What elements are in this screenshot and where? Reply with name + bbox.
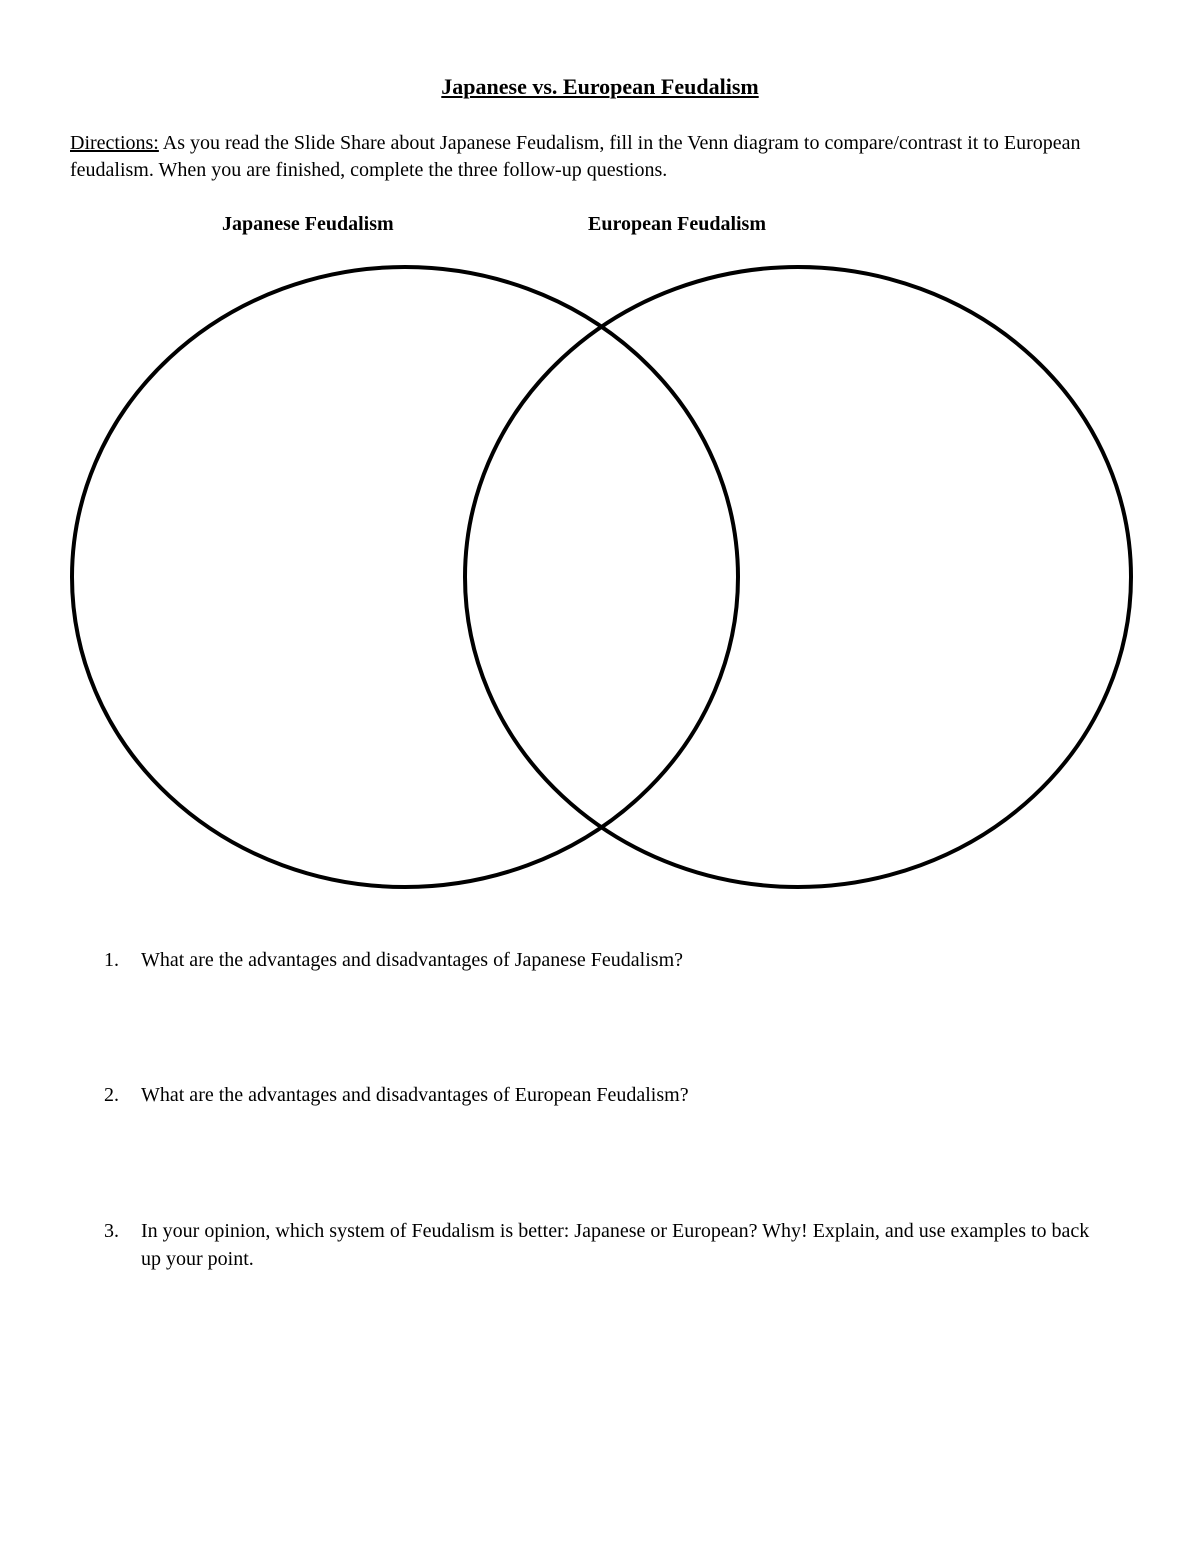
question-number: 2.	[104, 1084, 119, 1106]
venn-left-circle	[72, 267, 738, 887]
question-number: 3.	[104, 1220, 119, 1242]
venn-left-label: Japanese Feudalism	[222, 213, 394, 235]
question-number: 1.	[104, 949, 119, 971]
directions-label: Directions:	[70, 132, 159, 154]
question-text: What are the advantages and disadvantages of European Feudalism?	[141, 1084, 689, 1106]
venn-right-label: European Feudalism	[588, 213, 766, 235]
worksheet-title: Japanese vs. European Feudalism	[441, 74, 759, 99]
directions-text: As you read the Slide Share about Japanese Feudalism, fill in the Venn diagram to compare/contrast it to European feudalism. When you are finished, complete the three follow-up questions.	[70, 132, 1081, 181]
question-text: What are the advantages and disadvantages of Japanese Feudalism?	[141, 949, 684, 971]
venn-right-circle	[465, 267, 1131, 887]
question-text: In your opinion, which system of Feudalism is better: Japanese or European? Why! Explain, and use examples to back up your point.	[141, 1220, 1090, 1270]
